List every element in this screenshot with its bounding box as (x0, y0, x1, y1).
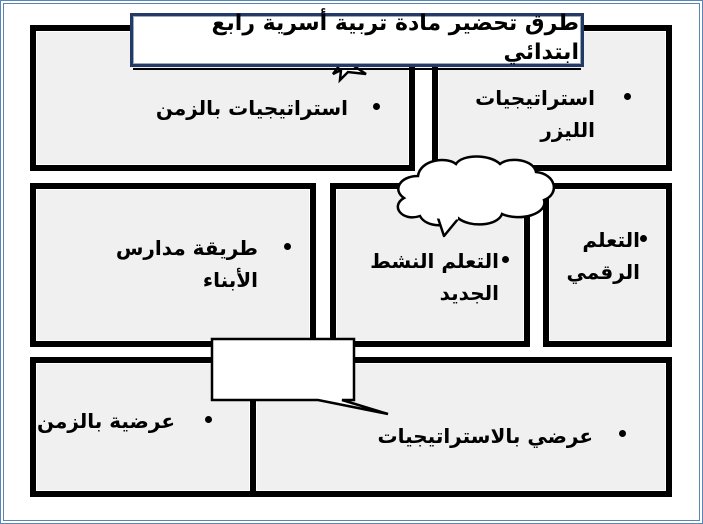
title-box (130, 13, 584, 67)
panel-digital-learning-text: التعلم الرقمي (566, 228, 640, 284)
panel-parents-schools-text: طريقة مدارس الأبناء (115, 236, 258, 292)
panel-cross-time-text: عرضية بالزمن (36, 409, 175, 433)
page-title: طرق تحضير مادة تربية أسرية رابع ابتدائي (133, 10, 581, 69)
thought-cloud-icon (398, 157, 554, 237)
panel-cross-strategies-text: عرضي بالاستراتيجيات (377, 424, 593, 448)
panel-laser-strategies-text: استراتيجيات الليزر (475, 86, 595, 142)
panel-active-learning-text: التعلم النشط الجديد (370, 249, 499, 305)
speech-box-icon (212, 339, 388, 414)
panel-time-strategies-text: استراتيجيات بالزمن (155, 96, 348, 120)
